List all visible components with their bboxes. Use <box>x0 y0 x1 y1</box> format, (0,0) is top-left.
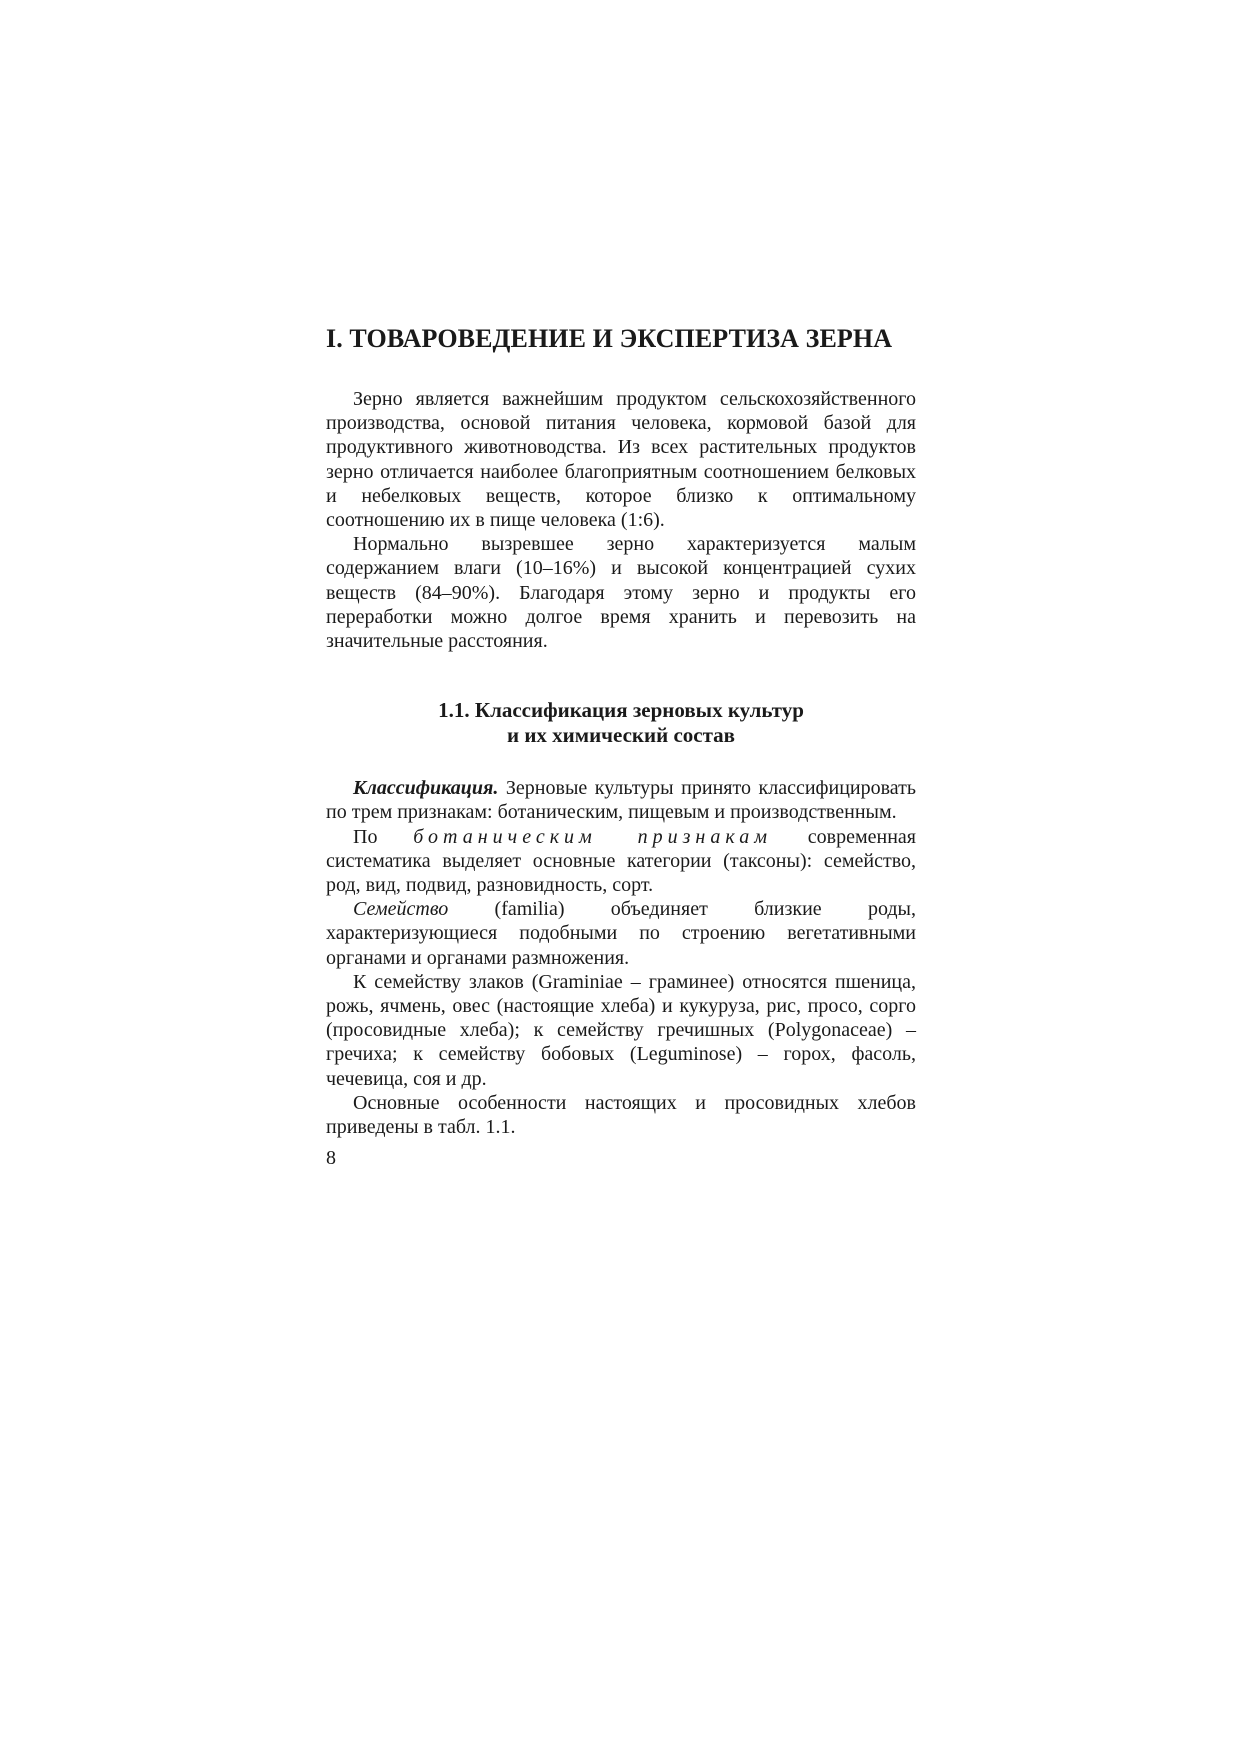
family-text: (familia) объединяет близкие роды, характеризующиеся подобными по строению вегетативными органами и органами размножения. <box>326 898 916 969</box>
section-title <box>326 698 916 748</box>
intro-paragraph-1: Зерно является важнейшим продуктом сельскохозяйственного производства, основой питания человека, кормовой базой для продуктивного животноводства. Из всех растительных продуктов зерно отличается наиболее благоприятным соотношением белковых и небелковых веществ, которое близко к оптимальному соотношению их в пище человека (1:6). <box>326 388 916 532</box>
chapter-title: I. ТОВАРОВЕДЕНИЕ И ЭКСПЕРТИЗА ЗЕРНА <box>326 324 893 353</box>
section-title-line-1: 1.1. Классификация зерновых культур <box>438 698 804 723</box>
table-reference-paragraph: Основные особенности настоящих и просовидных хлебов приведены в табл. 1.1. <box>326 1091 916 1139</box>
family-paragraph <box>326 897 916 970</box>
page-body <box>326 322 916 1139</box>
classification-lead: Классификация. <box>353 777 499 800</box>
family-term: Семейство <box>353 898 449 921</box>
botanical-emphasis: ботаническим признакам <box>413 825 772 848</box>
section-title-line-2: и их химический состав <box>506 723 736 748</box>
botanical-prefix: По <box>353 825 414 848</box>
classification-text: Зерновые культуры принято классифицировать по трем признакам: ботаническим, пищевым и производственным. <box>326 777 916 824</box>
page-number: 8 <box>326 1147 336 1169</box>
botanical-paragraph <box>326 825 916 898</box>
classification-paragraph <box>326 776 916 824</box>
intro-paragraph-2: Нормально вызревшее зерно характеризуется малым содержанием влаги (10–16%) и высокой концентрацией сухих веществ (84–90%). Благодаря этому зерно и продукты его переработки можно долгое время хранить и перевозить на значительные расстояния. <box>326 533 916 653</box>
cereals-paragraph: К семейству злаков (Graminiae – граминее) относятся пшеница, рожь, ячмень, овес (настоящие хлеба) и кукуруза, рис, просо, сорго (просовидные хлеба); к семейству гречишных (Polygonaceae) – гречиха; к семейству бобовых (Leguminose) – горох, фасоль, чечевица, соя и др. <box>326 970 916 1090</box>
botanical-text: современная систематика выделяет основные категории (таксоны): семейство, род, вид, подвид, разновидность, сорт. <box>326 825 917 897</box>
